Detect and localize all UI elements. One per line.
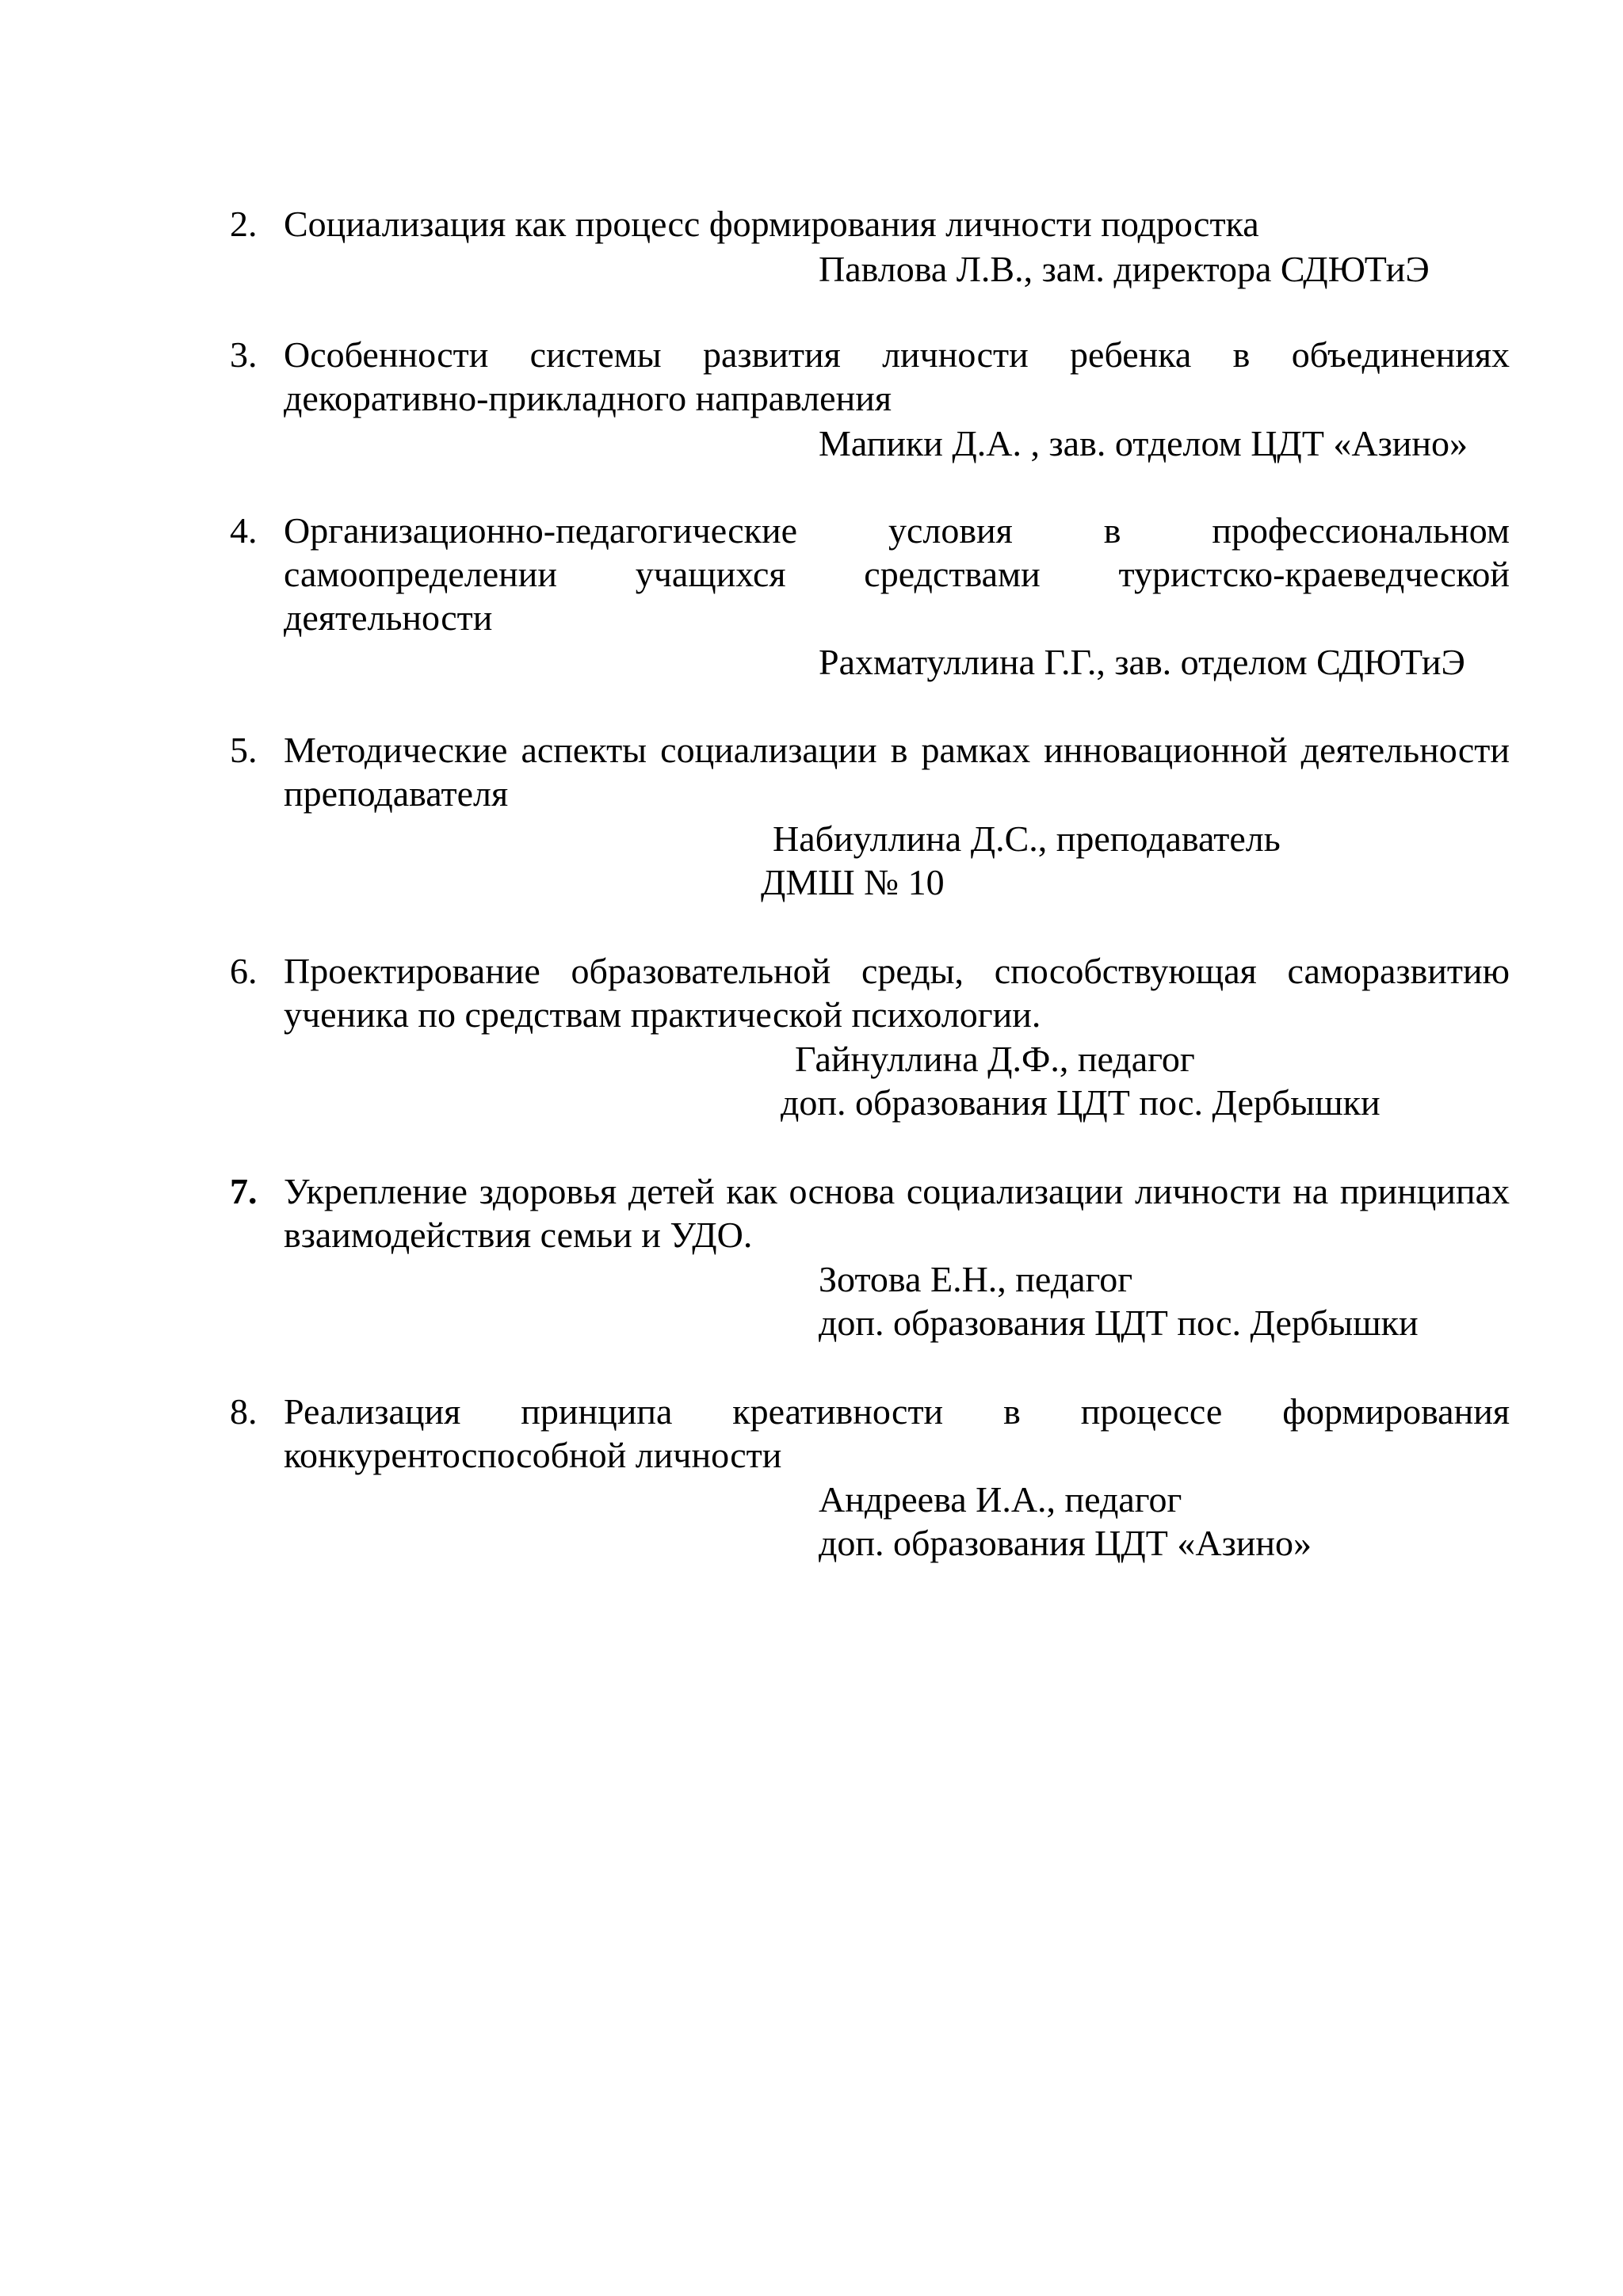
item-author: Рахматуллина Г.Г., зав. отделом СДЮТиЭ: [819, 642, 1465, 682]
item-author: Гайнуллина Д.Ф., педагог: [795, 1039, 1195, 1079]
item-author-org: ДМШ № 10: [761, 862, 945, 902]
item-number: 4.: [230, 510, 258, 551]
list-item: [230, 509, 1510, 639]
item-title: Организационно-педагогические условия в профессиональном самоопределении учащихся средствами туристско-краеведческой деятельности: [284, 510, 1510, 638]
item-title: Особенности системы развития личности ребенка в объединениях декоративно-прикладного направления: [284, 334, 1510, 418]
item-number: 7.: [230, 1171, 258, 1211]
list-item: [230, 949, 1510, 1036]
item-author: Зотова Е.Н., педагог: [819, 1259, 1133, 1299]
list-item: [230, 728, 1510, 815]
item-author: Андреева И.А., педагог: [819, 1479, 1182, 1520]
item-author-org: доп. образования ЦДТ пос. Дербышки: [819, 1302, 1419, 1343]
item-author-org: доп. образования ЦДТ «Азино»: [819, 1523, 1312, 1563]
item-number: 6.: [230, 951, 258, 991]
item-author: Мапики Д.А. , зав. отделом ЦДТ «Азино»: [819, 423, 1468, 463]
item-number: 3.: [230, 334, 258, 375]
item-author: Набиуллина Д.С., преподаватель: [773, 818, 1281, 859]
item-title: Проектирование образовательной среды, способствующая саморазвитию ученика по средствам практической психологии.: [284, 951, 1510, 1035]
list-item: [230, 1169, 1510, 1257]
list-item: [230, 1390, 1510, 1477]
list-item: [230, 333, 1510, 420]
item-number: 2.: [230, 204, 258, 244]
item-number: 8.: [230, 1391, 258, 1432]
item-title: Укрепление здоровья детей как основа социализации личности на принципах взаимодействия семьи и УДО.: [284, 1171, 1510, 1255]
item-author: Павлова Л.В., зам. директора СДЮТиЭ: [819, 249, 1430, 289]
item-number: 5.: [230, 730, 258, 770]
item-title: Реализация принципа креативности в процессе формирования конкурентоспособной личности: [284, 1391, 1510, 1475]
item-title: Методические аспекты социализации в рамках инновационной деятельности преподавателя: [284, 730, 1510, 814]
item-title: Социализация как процесс формирования личности подростка: [284, 204, 1259, 244]
item-author-org: доп. образования ЦДТ пос. Дербышки: [781, 1082, 1381, 1123]
list-item: [230, 202, 1510, 246]
